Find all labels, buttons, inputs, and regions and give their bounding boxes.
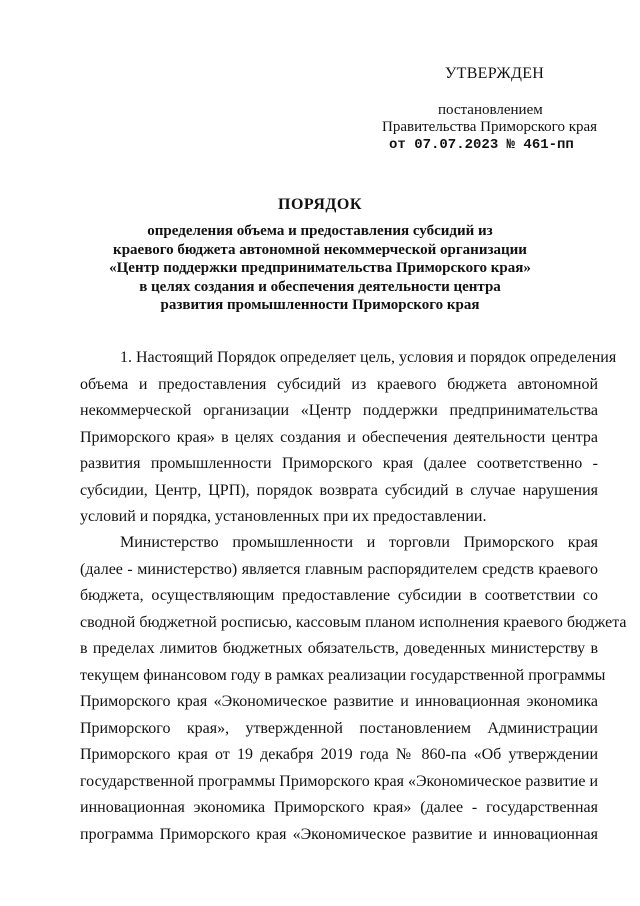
paragraph-2 — [80, 530, 627, 848]
paragraph-line: бюджета, осуществляющим предоставление субсидии в соответствии со — [80, 587, 598, 604]
document-title: ПОРЯДОК — [278, 196, 362, 213]
paragraph-line: инновационная экономика Приморского края» (далее - государственная — [80, 799, 598, 816]
paragraph-line: объема и предоставления субсидий из краевого бюджета автономной — [80, 375, 598, 393]
paragraph-line: в пределах лимитов бюджетных обязательств, доведенных министерству в — [80, 640, 598, 657]
approval-government: Правительства Приморского края — [382, 119, 598, 135]
approval-resolution-label: постановлением — [438, 102, 543, 118]
paragraph-line: условий и порядка, установленных при их предоставлении. — [80, 508, 487, 525]
paragraph-line: субсидии, Центр, ЦРП), порядок возврата субсидий в случае нарушения — [80, 481, 598, 499]
paragraph-line: Приморского края» в целях создания и обеспечения деятельности центра — [80, 428, 598, 446]
paragraph-line: Приморского края от 19 декабря 2019 года № 860-па «Об утверждении — [80, 746, 598, 763]
paragraph-line: развития промышленности Приморского края (далее соответственно - — [80, 455, 598, 472]
paragraph-line: Министерство промышленности и торговли Приморского края — [120, 534, 598, 551]
subtitle-line: в целях создания и обеспечения деятельности центра — [139, 278, 501, 295]
paragraph-line: сводной бюджетной росписью, кассовым планом исполнения краевого бюджета — [80, 613, 627, 631]
approval-date-number: от 07.07.2023 № 461-пп — [389, 137, 574, 153]
paragraph-1 — [80, 345, 617, 531]
subtitle-line: «Центр поддержки предпринимательства Приморского края» — [109, 260, 531, 277]
paragraph-line: 1. Настоящий Порядок определяет цель, условия и порядок определения — [120, 349, 617, 366]
paragraph-line: Приморского края «Экономическое развитие и инновационная экономика — [80, 693, 598, 710]
subtitle-line: определения объема и предоставления субсидий из — [147, 223, 493, 239]
subtitle-line: развития промышленности Приморского края — [160, 297, 480, 314]
subtitle-line: краевого бюджета автономной некоммерческой организации — [113, 241, 527, 258]
paragraph-line: (далее - министерство) является главным распорядителем средств краевого — [80, 560, 598, 578]
paragraph-line: государственной программы Приморского края «Экономическое развитие и — [80, 772, 599, 790]
paragraph-line: Приморского края», утвержденной постановлением Администрации — [80, 719, 598, 737]
paragraph-line: программа Приморского края «Экономическое развитие и инновационная — [80, 825, 598, 843]
paragraph-line: текущем финансовом году в рамках реализации государственной программы — [80, 666, 606, 684]
paragraph-line: некоммерческой организации «Центр поддержки предпринимательства — [80, 402, 598, 419]
approved-stamp: УТВЕРЖДЕН — [445, 65, 545, 82]
document-subtitle — [0, 222, 640, 315]
